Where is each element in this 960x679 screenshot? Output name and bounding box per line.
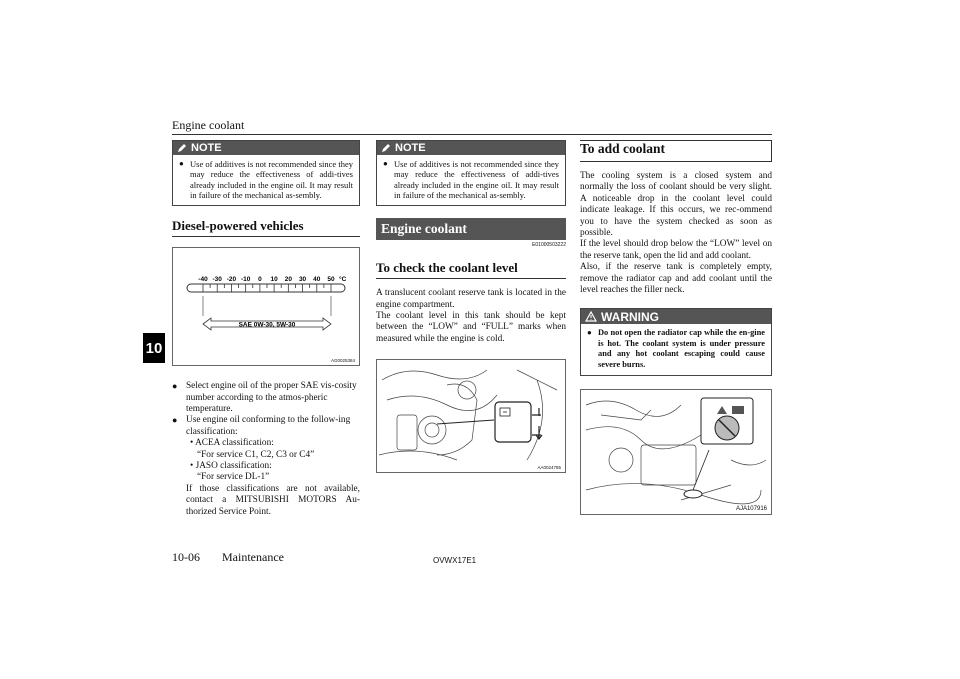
bullet-icon: ● (172, 415, 178, 426)
note-label: NOTE (395, 142, 426, 154)
footer-section: Maintenance (222, 550, 284, 564)
sub-line: “For service C1, C2, C3 or C4” (197, 449, 315, 460)
section-heading: Diesel-powered vehicles (172, 218, 360, 237)
list-item (172, 415, 360, 438)
header-rule (172, 134, 772, 135)
engine-bay-drawing (581, 390, 772, 514)
paragraph: The cooling system is a closed system and normally the loss of coolant should be very slight. A noticeable drop in the coolant level could indicate leakage. If this occurs, we rec-ommend you to have the system checked as soon as possible. (580, 171, 772, 239)
scale-tick-label: 20 (284, 276, 292, 284)
note-box (172, 140, 360, 206)
grade-label: SAE 0W-30, 5W-30 (238, 321, 296, 329)
bullet-icon: ● (172, 381, 178, 392)
warning-label: WARNING (601, 309, 659, 324)
subsection-heading: To add coolant (580, 140, 772, 162)
scale-tick-label: -10 (240, 276, 251, 284)
warning-triangle-icon (585, 311, 597, 322)
note-box (376, 140, 566, 206)
list-item-text: Use engine oil conforming to the follow-ing classification: (186, 415, 351, 437)
bullet-icon: ● (383, 159, 388, 168)
subsection-heading: To check the coolant level (376, 260, 566, 279)
note-label: NOTE (191, 142, 222, 154)
scale-tick-label: 40 (313, 276, 321, 284)
paragraph: The coolant level in this tank should be kept between the “LOW” and “FULL” marks when measured while the engine is cold. (376, 311, 566, 344)
document-code: OVWX17E1 (433, 556, 477, 565)
sub-line: • JASO classification: (190, 461, 272, 472)
warning-box (580, 308, 772, 376)
radiator-cap-illustration (580, 389, 772, 515)
oil-viscosity-chart (172, 247, 360, 366)
coolant-tank-illustration (376, 359, 566, 473)
scale-tick-label: 10 (270, 276, 278, 284)
paragraph: If the level should drop below the “LOW” level on the reserve tank, open the lid and add coolant. (580, 239, 772, 261)
warning-text: Do not open the radiator cap while the en-gine is hot. The coolant system is under pressure and any hot coolant escaping could cause severe burns. (598, 328, 765, 369)
banner-code: E01000503222 (532, 242, 566, 249)
scale-tick-label: -30 (212, 276, 222, 284)
scale-tick-label: 0 (258, 276, 262, 284)
bullet-icon: ● (587, 328, 592, 338)
page-number: 10-06 (172, 550, 200, 564)
viscosity-diagram (173, 248, 360, 365)
engine-drawing (377, 360, 566, 472)
figure-code: AG0025384 (330, 358, 355, 364)
scale-tick-label: 30 (298, 276, 307, 284)
note-header (173, 141, 359, 155)
sub-line: “For service DL-1” (197, 472, 270, 483)
column-1 (172, 140, 360, 518)
section-banner: Engine coolant (376, 218, 566, 240)
closing-text: If those classifications are not available, contact a MITSUBISHI MOTORS Au-thorized Service Point. (186, 483, 360, 517)
list-item (172, 381, 360, 415)
column-3 (580, 140, 772, 515)
warning-header (581, 309, 771, 324)
bullet-icon: ● (179, 159, 184, 168)
pencil-icon (381, 144, 391, 153)
column-2 (376, 140, 566, 473)
scale-tick-label: 50 (327, 276, 335, 284)
note-text: Use of additives is not recommended since they may reduce the effectiveness of addi-tives already included in the engine oil. It may result in failure of the mechanical as-sembly. (394, 159, 559, 200)
scale-tick-label: -40 (198, 276, 208, 284)
page-header-title: Engine coolant (172, 118, 245, 132)
paragraph: A translucent coolant reserve tank is located in the engine compartment. (376, 288, 566, 310)
note-text: Use of additives is not recommended since they may reduce the effectiveness of addi-tives already included in the engine oil. It may result in failure of the mechanical as-sembly. (190, 159, 353, 200)
paragraph: Also, if the reserve tank is completely empty, remove the radiator cap and add coolant until the level reaches the filler neck. (580, 262, 772, 296)
figure-code: AJA107916 (735, 506, 767, 513)
list-item-text: Select engine oil of the proper SAE vis-cosity number according to the atmos-pheric temperature. (186, 381, 357, 414)
sub-line: • ACEA classification: (190, 438, 274, 449)
scale-tick-label: -20 (226, 276, 237, 284)
unit-label: °C (339, 276, 347, 284)
figure-code: AA0024785 (537, 465, 561, 471)
chapter-tab: 10 (143, 333, 165, 363)
pencil-icon (177, 144, 187, 153)
note-header (377, 141, 565, 155)
